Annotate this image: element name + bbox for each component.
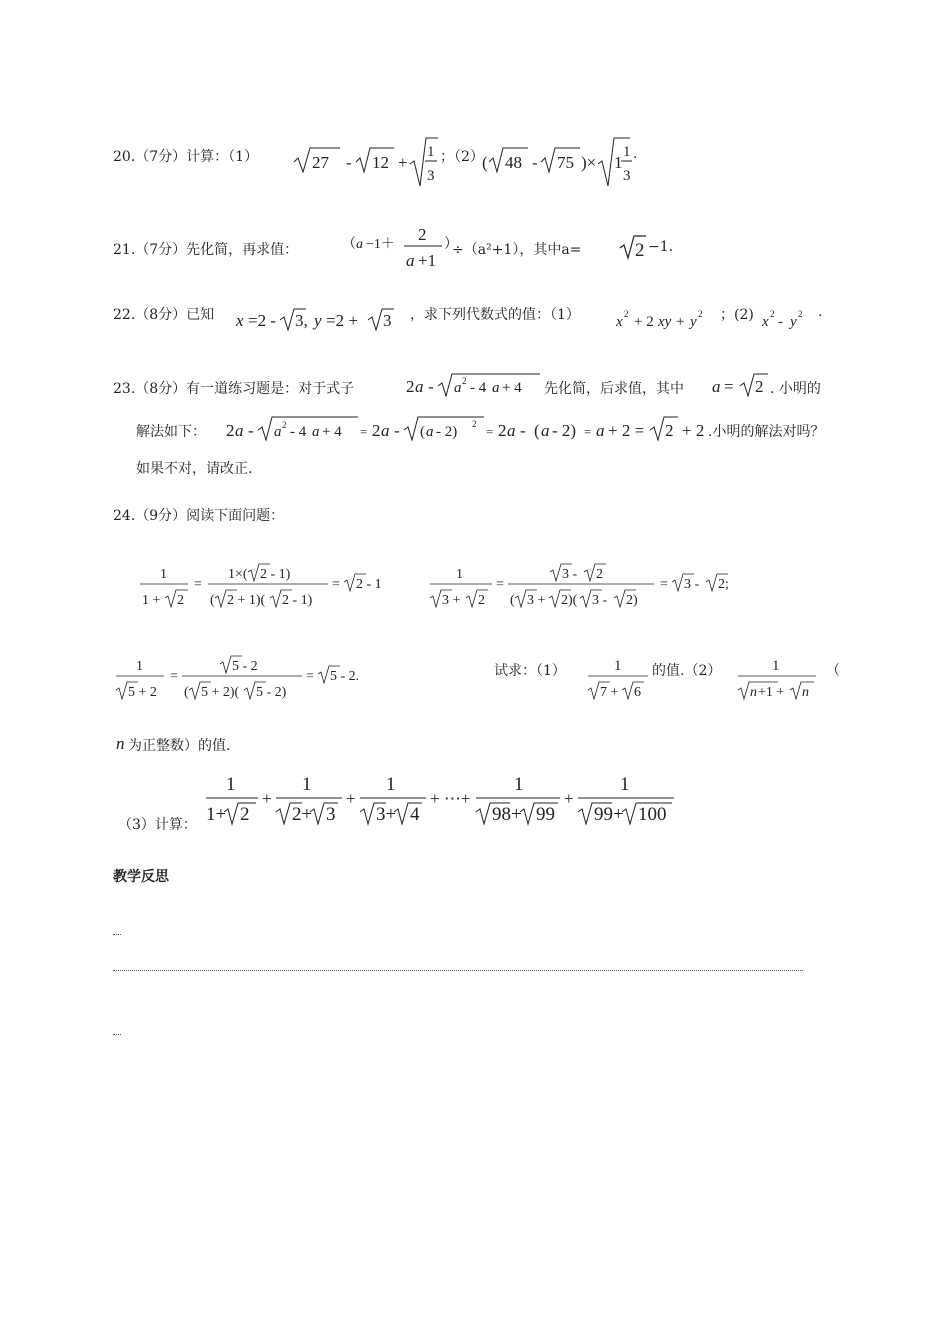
svg-text:2: 2 <box>635 240 645 261</box>
svg-text:+ 2: + 2 <box>634 314 654 330</box>
svg-text:5 - 2.: 5 - 2. <box>330 669 360 684</box>
svg-text:1: 1 <box>620 774 630 795</box>
svg-text:1: 1 <box>614 153 623 172</box>
svg-text:2: 2 <box>282 420 287 430</box>
svg-text:1: 1 <box>427 144 435 160</box>
dotted-line-2 <box>113 970 803 971</box>
svg-text:5 + 2: 5 + 2 <box>128 685 157 700</box>
svg-text:=: = <box>660 577 668 592</box>
svg-text:2: 2 <box>624 309 629 319</box>
svg-text:-: - <box>532 153 538 172</box>
q22-expr1 <box>612 304 722 332</box>
svg-text:1: 1 <box>226 774 236 795</box>
q21-sqrt2 <box>618 232 648 262</box>
svg-text:2: 2 <box>226 421 235 440</box>
q20-expr2 <box>480 134 640 190</box>
q23-line2-label: 解法如下： <box>136 424 206 440</box>
svg-text:3 -: 3 - <box>562 567 578 582</box>
svg-text:4: 4 <box>410 804 420 825</box>
q24-try1 <box>586 652 652 704</box>
svg-text:2: 2 <box>770 309 775 319</box>
q24-calc-label: （3）计算： <box>118 817 197 833</box>
svg-text:+1 +: +1 + <box>758 685 785 700</box>
svg-text:=: = <box>332 577 340 592</box>
svg-text:=2 +: =2 + <box>326 311 358 330</box>
q24-example1 <box>132 560 412 612</box>
q23-line3: 如果不对，请改正. <box>136 461 253 477</box>
q21-expr <box>340 222 458 274</box>
svg-text:3: 3 <box>326 804 336 825</box>
svg-text:=: = <box>724 377 734 396</box>
q23-solution <box>222 412 718 444</box>
svg-text:a: a <box>492 380 500 396</box>
svg-text:1: 1 <box>623 144 631 160</box>
svg-text:2)(: 2)( <box>561 593 578 608</box>
svg-text:=: = <box>194 577 202 592</box>
q21-label: 21.（7分）先化简，再求值： <box>113 242 299 258</box>
q24-example2 <box>428 560 748 612</box>
svg-text:3: 3 <box>427 168 435 184</box>
q22-label: 22.（8分）已知 <box>113 307 215 323</box>
svg-text:3 +: 3 + <box>442 593 461 608</box>
svg-text:5 - 2: 5 - 2 <box>232 659 258 674</box>
svg-text:3 -: 3 - <box>684 577 700 592</box>
q24-example3 <box>112 652 382 704</box>
svg-text:=: = <box>486 424 494 439</box>
svg-text:(: ( <box>534 421 540 440</box>
svg-text:(: ( <box>510 593 515 608</box>
svg-text:=: = <box>496 577 504 592</box>
svg-text:3 +: 3 + <box>527 593 546 608</box>
svg-text:99+: 99+ <box>594 804 624 825</box>
svg-text:(: ( <box>420 424 425 440</box>
svg-text:-: - <box>428 377 434 396</box>
svg-text:=2 -: =2 - <box>248 311 276 330</box>
svg-text:a: a <box>406 251 415 270</box>
svg-text:a: a <box>356 237 363 252</box>
svg-text:-: - <box>346 153 352 172</box>
q24-try-label: 试求：（1） <box>494 663 566 679</box>
q20-end: . <box>633 146 638 162</box>
q23-line2-end: .小明的解法对吗？ <box>708 424 825 440</box>
svg-text:2+: 2+ <box>292 804 313 825</box>
svg-text:2: 2 <box>472 419 477 429</box>
svg-text:2;: 2; <box>718 577 729 592</box>
svg-text:a: a <box>235 421 244 440</box>
svg-text:a: a <box>712 377 721 396</box>
dotted-line-3 <box>113 1034 121 1035</box>
svg-text:2: 2 <box>177 593 184 608</box>
q23-label: 23.（8分）有一道练习题是：对于式子 <box>113 381 355 397</box>
svg-text:2 + 1)(: 2 + 1)( <box>227 593 266 608</box>
q24-sum <box>204 770 680 832</box>
q20-expr1 <box>290 134 440 190</box>
svg-text:2: 2 <box>698 309 703 319</box>
svg-text:3 -: 3 - <box>592 593 608 608</box>
svg-text:-: - <box>394 421 400 440</box>
svg-text:27: 27 <box>312 153 329 172</box>
svg-text:2: 2 <box>418 225 427 244</box>
svg-text:（: （ <box>342 237 356 252</box>
svg-text:y: y <box>690 314 697 330</box>
q23-expr <box>402 370 544 400</box>
svg-text:2: 2 <box>462 376 467 386</box>
q22-end: . <box>818 304 823 320</box>
svg-text:1: 1 <box>160 567 167 582</box>
svg-text:98+: 98+ <box>492 804 522 825</box>
svg-text:2: 2 <box>372 421 381 440</box>
svg-text:+: + <box>564 789 574 808</box>
svg-text:99: 99 <box>536 804 555 825</box>
svg-text:-: - <box>248 421 254 440</box>
svg-text:2): 2) <box>626 593 638 608</box>
q23-mid: 先化简，后求值，其中 <box>544 381 684 397</box>
q20-part2: ；（2） <box>440 149 484 165</box>
svg-text:12: 12 <box>372 153 389 172</box>
q22-mid2: ；(2) <box>720 307 754 323</box>
svg-text:1: 1 <box>136 659 143 674</box>
svg-text:5 - 2): 5 - 2) <box>256 685 287 700</box>
svg-text:+: + <box>346 789 356 808</box>
svg-text:2: 2 <box>240 804 250 825</box>
svg-text:+ 2 =: + 2 = <box>608 421 645 440</box>
svg-text:-: - <box>520 421 526 440</box>
svg-text:-: - <box>778 314 783 330</box>
svg-text:y: y <box>314 311 322 330</box>
svg-text:2: 2 <box>665 421 674 440</box>
svg-text:+ 4: + 4 <box>502 380 522 396</box>
q21-mid: ÷（a²+1），其中a= <box>452 242 582 258</box>
svg-text:a: a <box>596 421 605 440</box>
svg-text:3+: 3+ <box>376 804 397 825</box>
svg-text:a: a <box>274 424 282 440</box>
svg-text:1+: 1+ <box>206 804 227 825</box>
svg-text:1: 1 <box>302 774 312 795</box>
svg-text:+ ⋯+: + ⋯+ <box>430 789 471 808</box>
svg-text:+: + <box>262 789 272 808</box>
q24-value-of: 的值.（2） <box>652 663 722 679</box>
svg-text:1: 1 <box>386 774 396 795</box>
svg-text:1: 1 <box>514 774 524 795</box>
svg-text:a: a <box>312 424 320 440</box>
svg-text:)×: )× <box>581 153 597 172</box>
svg-text:3: 3 <box>623 168 631 184</box>
svg-text:75: 75 <box>557 153 574 172</box>
svg-text:- 2): - 2) <box>552 421 577 440</box>
svg-text:2: 2 <box>755 377 764 396</box>
svg-text:n: n <box>750 685 757 700</box>
svg-text:a: a <box>381 421 390 440</box>
svg-text:+1: +1 <box>418 251 437 270</box>
svg-text:7 +: 7 + <box>600 685 619 700</box>
q24-n-line: 为正整数）的值. <box>128 738 231 754</box>
svg-text:1 +: 1 + <box>142 593 161 608</box>
svg-text:）: ） <box>444 237 458 252</box>
svg-text:6: 6 <box>634 685 641 700</box>
q24-label: 24.（9分）阅读下面问题： <box>113 508 285 524</box>
svg-text:=: = <box>584 424 592 439</box>
svg-text:+: + <box>676 314 685 330</box>
svg-text:1: 1 <box>456 567 463 582</box>
svg-text:2: 2 <box>596 567 603 582</box>
q22-mid: ，求下列代数式的值：（1） <box>410 307 580 323</box>
svg-text:(: ( <box>482 153 488 172</box>
q20-label: 20.（7分）计算：（1） <box>113 149 259 165</box>
svg-text:5 + 2)(: 5 + 2)( <box>201 685 240 700</box>
q24-n-symbol: n <box>116 734 125 753</box>
svg-text:a: a <box>426 424 434 440</box>
svg-text:+: + <box>398 153 408 172</box>
svg-text:2: 2 <box>478 593 485 608</box>
svg-text:y: y <box>790 314 797 330</box>
dotted-line-1 <box>113 934 121 935</box>
q22-expr2 <box>758 304 818 332</box>
reflection-title: 教学反思 <box>113 869 169 885</box>
q24-try2 <box>736 652 820 704</box>
svg-text:- 4: - 4 <box>290 424 307 440</box>
svg-text:3: 3 <box>383 311 392 330</box>
svg-text:n: n <box>802 685 809 700</box>
svg-text:a: a <box>541 421 550 440</box>
svg-text:a: a <box>415 377 424 396</box>
svg-text:a: a <box>507 421 516 440</box>
svg-text:+ 2: + 2 <box>682 421 705 440</box>
svg-text:1×(: 1×( <box>228 567 248 582</box>
svg-text:100: 100 <box>638 804 667 825</box>
q21-end: −1. <box>648 239 674 255</box>
svg-text:48: 48 <box>505 153 522 172</box>
q23-end: . 小明的 <box>770 381 821 397</box>
svg-text:a: a <box>454 380 462 396</box>
q23-a-value <box>708 370 772 400</box>
svg-text:- 2): - 2) <box>436 424 458 440</box>
svg-text:−1＋: −1＋ <box>366 237 395 252</box>
svg-text:x: x <box>616 314 623 330</box>
svg-text:=: = <box>306 669 314 684</box>
q22-given <box>232 306 412 334</box>
svg-text:- 4: - 4 <box>470 380 487 396</box>
svg-text:x: x <box>762 314 769 330</box>
svg-text:2 - 1): 2 - 1) <box>282 593 313 608</box>
svg-text:2: 2 <box>798 309 803 319</box>
svg-text:x: x <box>236 311 244 330</box>
svg-text:+ 4: + 4 <box>322 424 342 440</box>
svg-text:3,: 3, <box>295 311 308 330</box>
svg-text:=: = <box>170 669 178 684</box>
svg-text:(: ( <box>184 685 189 700</box>
svg-text:1: 1 <box>614 658 622 674</box>
svg-text:=: = <box>360 424 368 439</box>
svg-text:2: 2 <box>406 377 415 396</box>
q24-paren: （ <box>826 663 840 679</box>
svg-text:xy: xy <box>658 314 672 330</box>
svg-text:(: ( <box>210 593 215 608</box>
svg-text:2 - 1: 2 - 1 <box>356 577 382 592</box>
svg-text:2 - 1): 2 - 1) <box>260 567 291 582</box>
svg-text:1: 1 <box>772 658 780 674</box>
svg-text:2: 2 <box>498 421 507 440</box>
